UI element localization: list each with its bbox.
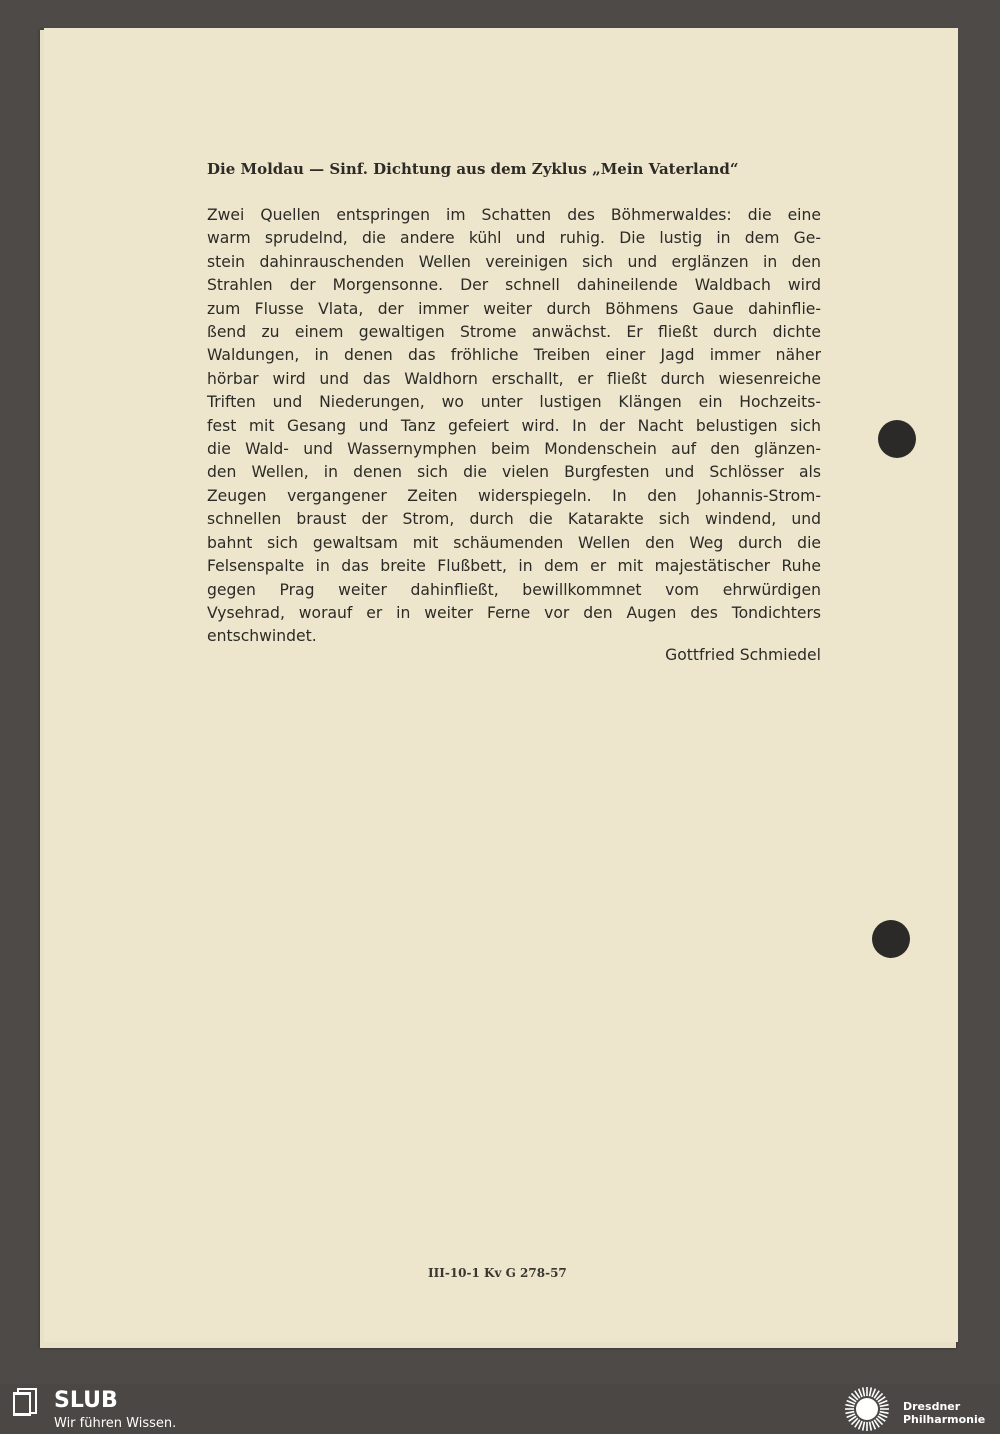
body-line: fest mit Gesang und Tanz gefeiert wird. In der Nacht belustigen sich [207, 416, 821, 435]
document-body [207, 204, 821, 649]
body-line: Strahlen der Morgensonne. Der schnell dahineilende Waldbach wird [207, 276, 821, 295]
partner-name-line1[interactable]: Dresdner [903, 1400, 961, 1413]
body-line: entschwindet. [207, 627, 317, 646]
body-line: Triften und Niederungen, wo unter lustigen Klängen ein Hochzeits- [207, 393, 821, 412]
body-line: zum Flusse Vlata, der immer weiter durch Böhmens Gaue dahinflie- [207, 299, 821, 318]
body-line: bahnt sich gewaltsam mit schäumenden Wellen den Weg durch die [207, 533, 821, 552]
body-line: warm sprudelnd, die andere kühl und ruhig. Die lustig in dem Ge- [207, 229, 821, 248]
body-line: hörbar wird und das Waldhorn erschallt, er fließt durch wiesenreiche [207, 369, 821, 388]
body-line: Zeugen vergangener Zeiten widerspiegeln. In den Johannis-Strom- [207, 486, 821, 505]
author-signature: Gottfried Schmiedel [665, 646, 821, 664]
document-title: Die Moldau — Sinf. Dichtung aus dem Zyklus „Mein Vaterland“ [207, 160, 739, 178]
slub-name[interactable]: SLUB [54, 1388, 118, 1413]
body-line: Waldungen, in denen das fröhliche Treiben einer Jagd immer näher [207, 346, 821, 365]
body-line: ßend zu einem gewaltigen Strome anwächst. Er fließt durch dichte [207, 323, 821, 342]
body-line: Zwei Quellen entspringen im Schatten des Böhmerwaldes: die eine [207, 206, 821, 224]
body-line: die Wald- und Wassernymphen beim Mondenschein auf den glänzen- [207, 440, 821, 459]
sunburst-icon[interactable] [842, 1386, 892, 1432]
body-line: den Wellen, in denen sich die vielen Burgfesten und Schlösser als [207, 463, 821, 482]
book-icon[interactable] [12, 1388, 38, 1418]
body-line: schnellen braust der Strom, durch die Katarakte sich windend, und [207, 510, 821, 529]
body-line: gegen Prag weiter dahinfließt, bewillkommnet vom ehrwürdigen [207, 580, 821, 599]
partner-name-line2[interactable]: Philharmonie [903, 1413, 986, 1426]
body-line: Vysehrad, worauf er in weiter Ferne vor den Augen des Tondichters [207, 603, 821, 622]
slub-tagline: Wir führen Wissen. [54, 1416, 177, 1431]
punch-hole [872, 920, 910, 958]
punch-hole [878, 420, 916, 458]
body-line: Felsenspalte in das breite Flußbett, in dem er mit majestätischer Ruhe [207, 557, 821, 576]
archive-signature: III-10-1 Kv G 278-57 [428, 1266, 567, 1280]
body-line: stein dahinrauschenden Wellen vereinigen sich und erglänzen in den [207, 252, 821, 271]
